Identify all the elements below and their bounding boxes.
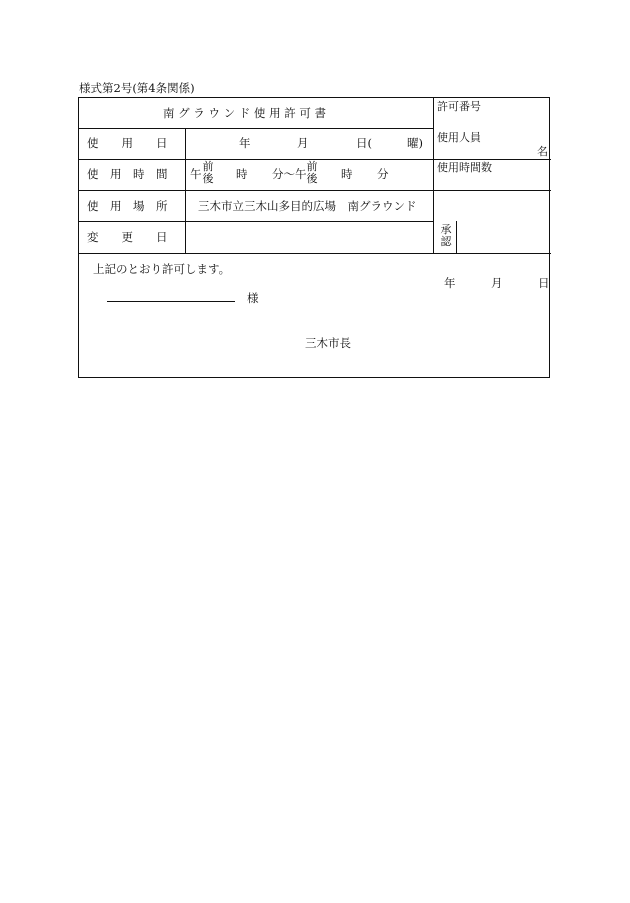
- row-divider: [79, 221, 434, 222]
- row-divider: [79, 253, 551, 254]
- recipient-name-line: [107, 301, 235, 302]
- approval-label: [438, 224, 454, 248]
- am-pm-1: [201, 161, 215, 185]
- row-divider: [79, 128, 434, 129]
- time-minute-2: 分: [377, 167, 389, 181]
- permit-form: [78, 97, 550, 378]
- change-date-label: 変 更 日: [87, 230, 168, 244]
- users-label: 使用人員: [437, 131, 481, 144]
- hours-label: 使用時間数: [437, 161, 492, 174]
- place-label: 使 用 場 所: [87, 199, 168, 213]
- date-year: 年: [239, 136, 251, 150]
- date-weekday: 曜): [407, 136, 423, 150]
- form-title: 南 グ ラ ウ ン ド 使 用 許 可 書: [163, 106, 327, 120]
- approval-label-top: 承: [440, 223, 452, 236]
- issue-date-month: 月: [491, 276, 503, 290]
- date-day: 日(: [356, 136, 372, 150]
- permit-number-label: 許可番号: [437, 100, 481, 113]
- place-value: 三木市立三木山多目的広場 南グラウンド: [198, 199, 417, 213]
- am-pm-1-top: 前: [202, 160, 214, 173]
- approval-label-bottom: 認: [440, 235, 452, 248]
- users-unit: 名: [537, 145, 548, 158]
- am-pm-1-bottom: 後: [202, 172, 214, 185]
- column-divider: [433, 98, 434, 253]
- am-pm-2-top: 前: [306, 160, 318, 173]
- time-noon-1: 午: [190, 167, 202, 181]
- time-minute-range: 分〜午: [272, 167, 307, 181]
- row-divider: [79, 190, 551, 191]
- issue-date-day: 日: [538, 276, 550, 290]
- am-pm-2: [305, 161, 319, 185]
- time-hour-1: 時: [236, 167, 248, 181]
- time-label: 使 用 時 間: [87, 167, 168, 181]
- time-hour-2: 時: [341, 167, 353, 181]
- recipient-honorific: 様: [247, 291, 259, 305]
- permit-statement: 上記のとおり許可します。: [93, 262, 231, 276]
- issuer-name: 三木市長: [305, 336, 351, 350]
- am-pm-2-bottom: 後: [306, 172, 318, 185]
- date-month: 月: [297, 136, 309, 150]
- form-caption: 様式第2号(第4条関係): [79, 81, 195, 95]
- column-divider: [456, 221, 457, 253]
- issue-date-year: 年: [444, 276, 456, 290]
- date-label: 使 用 日: [87, 136, 168, 150]
- column-divider: [185, 128, 186, 253]
